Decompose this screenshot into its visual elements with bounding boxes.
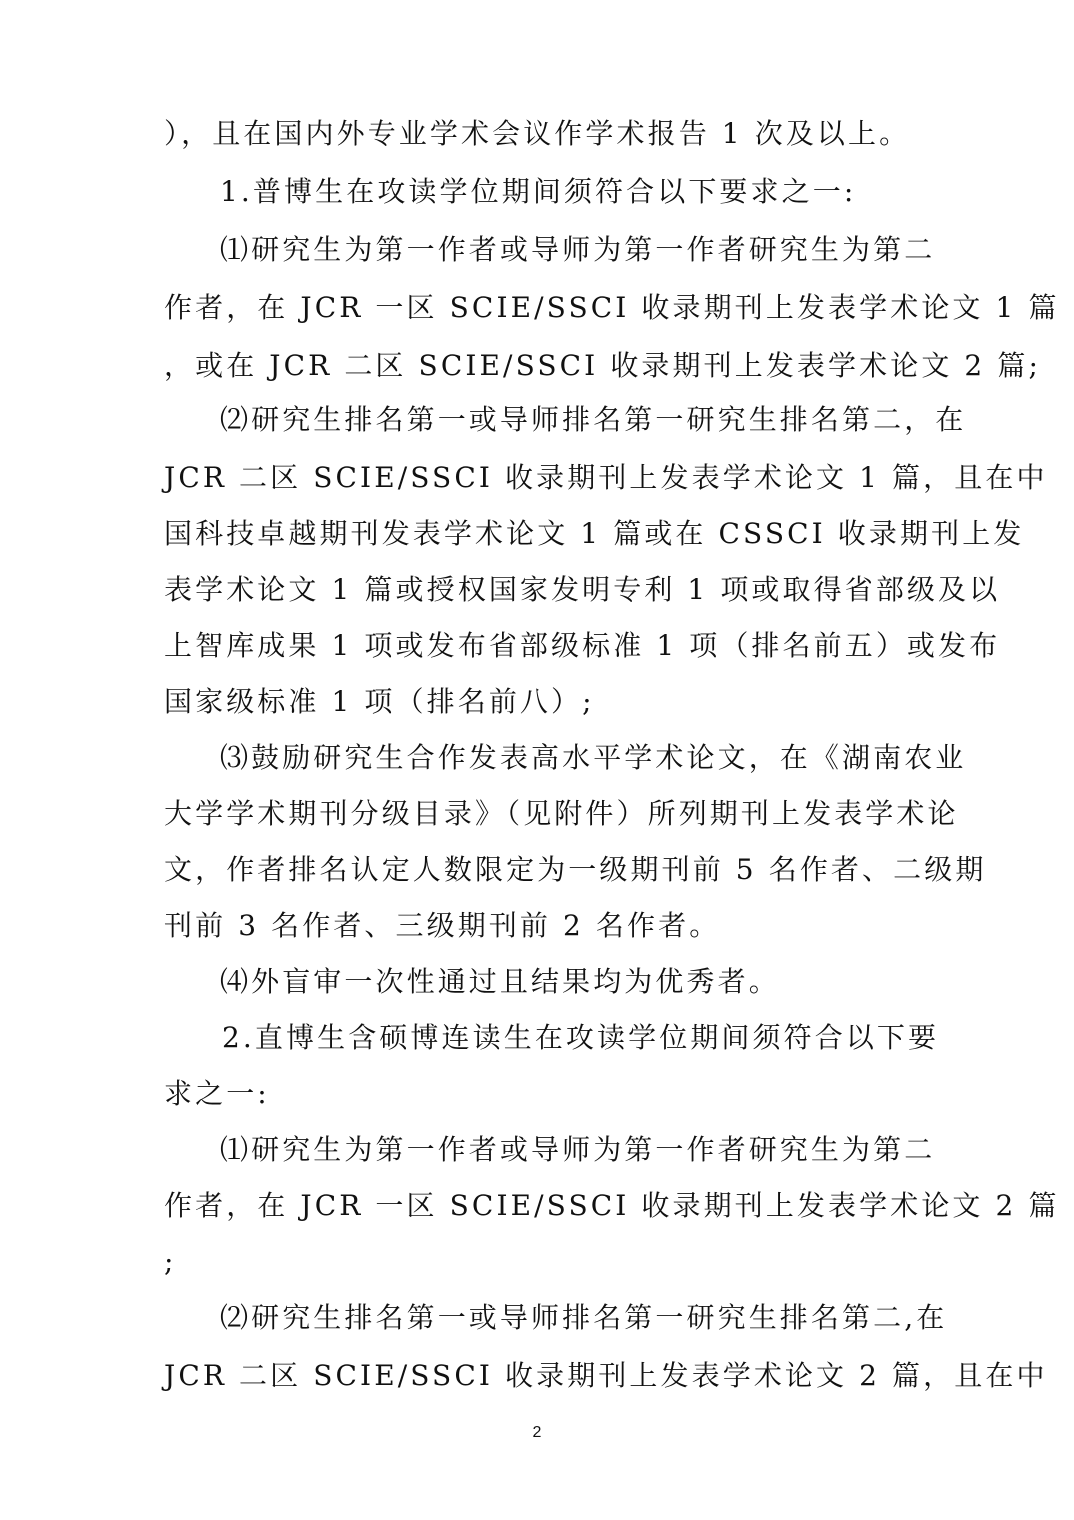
text-line: ; — [164, 1245, 177, 1278]
text-line: ⑶鼓励研究生合作发表高水平学术论文，在《湖南农业 — [220, 741, 967, 774]
text-line: ⑵研究生排名第一或导师排名第一研究生排名第二，在 — [220, 403, 967, 436]
section-heading: 2.直博生含硕博连读生在攻读学位期间须符合以下要 — [222, 1021, 940, 1054]
text-line: 刊前 3 名作者、三级期刊前 2 名作者。 — [164, 909, 721, 942]
text-line: 作者，在 JCR 一区 SCIE/SSCI 收录期刊上发表学术论文 2 篇 — [164, 1189, 1060, 1222]
text-line: 求之一: — [164, 1077, 270, 1110]
text-line: ⑷外盲审一次性通过且结果均为优秀者。 — [220, 965, 780, 998]
text-line: ），且在国内外专业学术会议作学术报告 1 次及以上。 — [164, 117, 911, 150]
text-line: 表学术论文 1 篇或授权国家发明专利 1 项或取得省部级及以 — [164, 573, 1001, 606]
text-line: ⑵研究生排名第一或导师排名第一研究生排名第二,在 — [220, 1301, 948, 1334]
text-line: ，或在 JCR 二区 SCIE/SSCI 收录期刊上发表学术论文 2 篇; — [164, 349, 1041, 382]
text-line: 作者，在 JCR 一区 SCIE/SSCI 收录期刊上发表学术论文 1 篇 — [164, 291, 1060, 324]
text-line: JCR 二区 SCIE/SSCI 收录期刊上发表学术论文 1 篇，且在中 — [164, 461, 1048, 494]
text-line: 大学学术期刊分级目录》（见附件）所列期刊上发表学术论 — [164, 797, 959, 830]
text-line: 国家级标准 1 项（排名前八）; — [164, 685, 595, 718]
text-line: ⑴研究生为第一作者或导师为第一作者研究生为第二 — [220, 233, 936, 266]
text-line: 国科技卓越期刊发表学术论文 1 篇或在 CSSCI 收录期刊上发 — [164, 517, 1025, 550]
text-line: 文，作者排名认定人数限定为一级期刊前 5 名作者、二级期 — [164, 853, 987, 886]
text-line: 上智库成果 1 项或发布省部级标准 1 项（排名前五）或发布 — [164, 629, 1001, 662]
page-number: 2 — [532, 1424, 542, 1441]
text-line: ⑴研究生为第一作者或导师为第一作者研究生为第二 — [220, 1133, 936, 1166]
text-line: JCR 二区 SCIE/SSCI 收录期刊上发表学术论文 2 篇，且在中 — [164, 1359, 1048, 1392]
section-heading: 1.普博生在攻读学位期间须符合以下要求之一: — [220, 175, 857, 208]
